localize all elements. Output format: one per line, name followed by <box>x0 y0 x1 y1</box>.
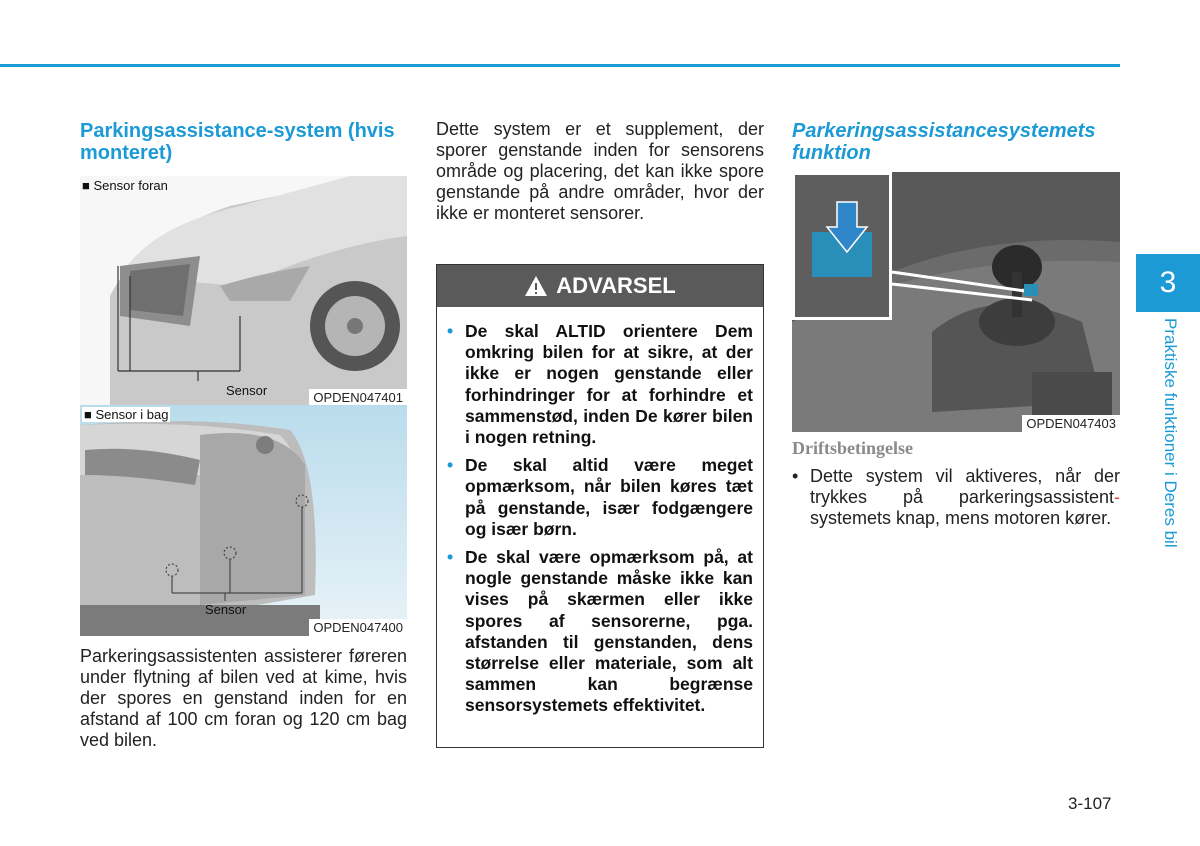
bullet-dot: • <box>447 547 454 568</box>
rear-sensor-figure <box>80 405 407 636</box>
parking-switch-illustration <box>792 172 1120 432</box>
conditions-text-part1: Dette system vil aktiveres, når der trykkes på parkeringsassistent <box>810 466 1120 507</box>
conditions-list <box>792 466 1120 529</box>
chapter-number-tab: 3 <box>1136 254 1200 312</box>
warning-list <box>447 321 753 724</box>
conditions-text-part2: systemets knap, mens motoren kører. <box>810 508 1112 528</box>
rear-figure-caption: ■ Sensor i bag <box>84 407 169 422</box>
conditions-heading: Driftsbetingelse <box>792 438 913 458</box>
warning-item <box>447 547 753 717</box>
warning-box <box>436 264 764 748</box>
bullet-dot: • <box>792 466 799 486</box>
conditions-hyphen: - <box>1114 487 1120 507</box>
switch-figure-code: OPDEN047403 <box>1022 415 1120 432</box>
warning-triangle-icon <box>524 275 548 297</box>
warning-item-text: De skal altid være meget opmærksom, når bilen køres tæt på genstande, især fodgængere og især børn. <box>465 455 753 539</box>
warning-item <box>447 321 753 448</box>
front-car-illustration <box>80 176 407 406</box>
middle-paragraph: Dette system er et supplement, der sporer genstande inden for sensorens område og placering, det kan ikke spore genstande på andre områder, hvor der ikke er monteret sensorer. <box>436 119 764 223</box>
warning-item-text: De skal ALTID orientere Dem omkring bilen for at sikre, at der ikke er nogen genstande eller forhindringer for at forhindre et sammenstød, inden De kører bilen i nogen retning. <box>465 321 753 448</box>
section-title: Parkingsassistance-system (hvis monteret) <box>80 120 395 164</box>
front-figure-code: OPDEN047401 <box>309 389 407 406</box>
warning-title: ADVARSEL <box>556 273 676 298</box>
conditions-item <box>792 466 1120 529</box>
parking-switch-figure <box>792 172 1120 432</box>
left-paragraph: Parkeringsassistenten assisterer føreren under flytning af bilen ved at kime, hvis der spores en genstand inden for en afstand af 100 cm foran og 120 cm bag ved bilen. <box>80 646 407 750</box>
warning-item-text: De skal være opmærksom på, at nogle genstande måske ikke kan vises på skærmen eller ikke spores af sensorerne, pga. afstanden til genstanden, dens størrelse eller materiale, som alt sammen kan begrænse sensorsystemets effektivitet. <box>465 547 753 716</box>
page-number: 3-107 <box>1068 794 1112 813</box>
warning-header <box>437 265 763 307</box>
rear-figure-code: OPDEN047400 <box>309 619 407 636</box>
right-section-title: Parkeringsassistancesystemets funktion <box>792 120 1096 164</box>
bullet-dot: • <box>447 455 454 476</box>
top-rule <box>0 64 1120 67</box>
front-sensor-label: Sensor <box>226 383 268 398</box>
chapter-title-vertical: Praktiske funktioner i Deres bil <box>1161 318 1180 548</box>
bullet-dot: • <box>447 321 454 341</box>
warning-item <box>447 455 753 540</box>
front-figure-caption: ■ Sensor foran <box>82 178 168 193</box>
rear-sensor-label: Sensor <box>205 602 247 617</box>
front-sensor-figure <box>80 176 407 406</box>
